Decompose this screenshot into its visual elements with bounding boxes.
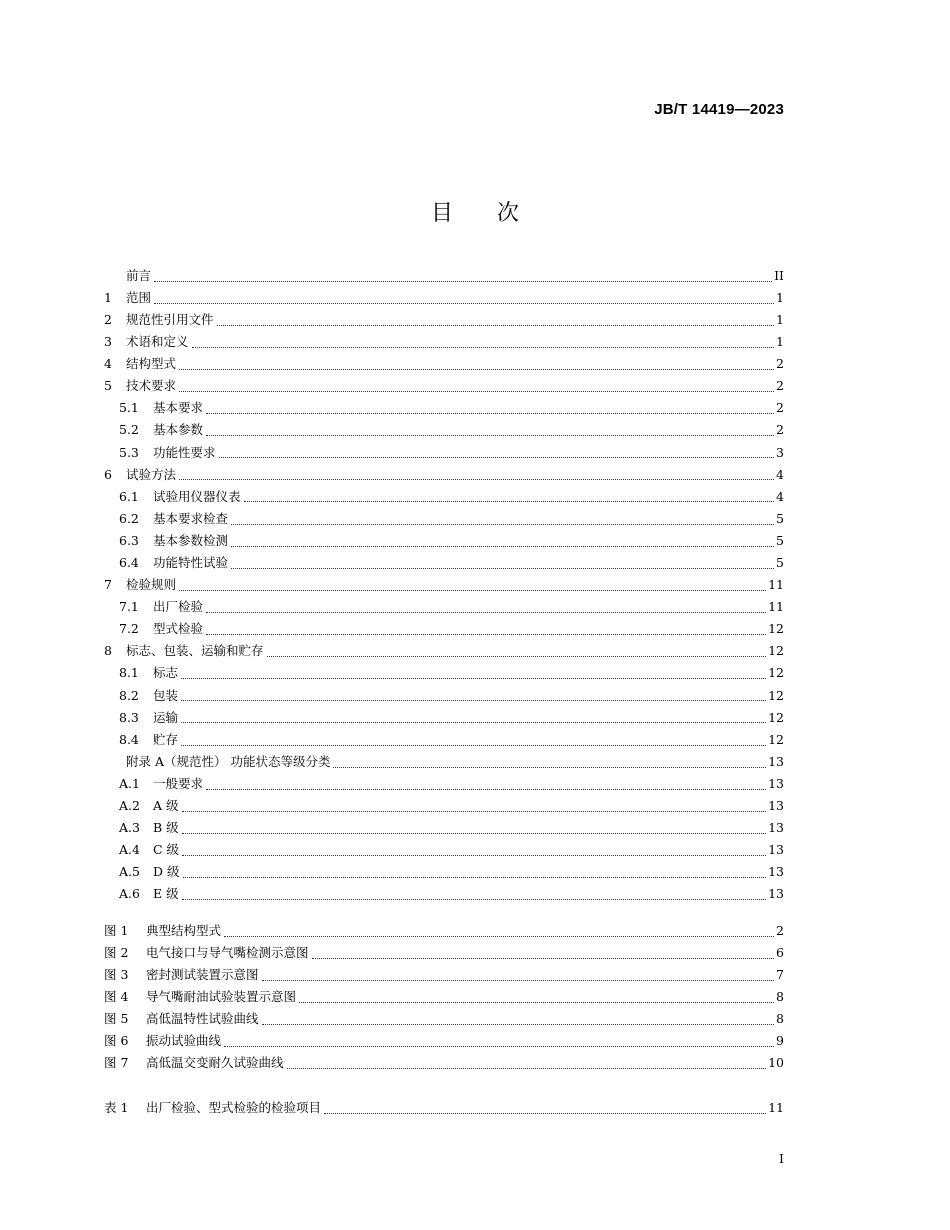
entry-page-number: 4 — [776, 466, 784, 482]
dot-leader — [244, 501, 774, 502]
dot-leader — [224, 936, 774, 937]
toc-entry[interactable] — [104, 331, 784, 353]
entry-title: 密封测试装置示意图 — [146, 966, 259, 982]
dot-leader — [154, 303, 774, 304]
entry-page-number: 1 — [776, 334, 784, 350]
entry-number: 图 3 — [104, 966, 129, 982]
entry-page-number: 2 — [776, 356, 784, 372]
entry-title: 前言 — [126, 267, 152, 283]
toc-entry[interactable] — [104, 287, 784, 309]
dot-leader — [182, 855, 766, 856]
entry-number: 8 — [104, 643, 112, 659]
figure-list — [104, 920, 784, 1075]
entry-number: 图 5 — [104, 1011, 129, 1027]
figure-entry[interactable] — [104, 1053, 784, 1075]
entry-page-number: 13 — [768, 798, 784, 814]
toc-entry[interactable] — [104, 442, 784, 464]
toc-list — [104, 265, 784, 906]
toc-entry[interactable] — [104, 707, 784, 729]
dot-leader — [224, 1046, 774, 1047]
toc-entry[interactable] — [104, 398, 784, 420]
entry-page-number: 8 — [776, 1011, 784, 1027]
entry-number: 8.4 — [119, 731, 139, 747]
entry-number: 表 1 — [104, 1099, 129, 1115]
dot-leader — [179, 369, 774, 370]
entry-title: D 级 — [153, 864, 180, 880]
figure-entry[interactable] — [104, 942, 784, 964]
dot-leader — [206, 789, 766, 790]
figure-entry[interactable] — [104, 920, 784, 942]
table-list — [104, 1097, 784, 1119]
entry-number: 7 — [104, 577, 112, 593]
entry-number: 6.3 — [119, 532, 139, 548]
entry-number: A.3 — [119, 820, 140, 836]
dot-leader — [183, 877, 767, 878]
entry-title: 标志 — [153, 665, 179, 681]
entry-page-number: 2 — [776, 422, 784, 438]
entry-title: 检验规则 — [126, 577, 177, 593]
entry-page-number: 11 — [768, 1099, 784, 1115]
entry-number: 8.3 — [119, 709, 139, 725]
table-entry[interactable] — [104, 1097, 784, 1119]
dot-leader — [287, 1068, 767, 1069]
entry-title: 基本要求检查 — [153, 510, 229, 526]
entry-number: 图 4 — [104, 989, 129, 1005]
entry-number: A.6 — [119, 886, 140, 902]
entry-number: 2 — [104, 311, 112, 327]
entry-page-number: 12 — [768, 687, 784, 703]
dot-leader — [267, 656, 767, 657]
dot-leader — [179, 391, 774, 392]
entry-title: 规范性引用文件 — [126, 311, 214, 327]
toc-entry[interactable] — [104, 685, 784, 707]
entry-page-number: 13 — [768, 753, 784, 769]
entry-number: 6.2 — [119, 510, 139, 526]
entry-page-number: 5 — [776, 532, 784, 548]
entry-number: 图 2 — [104, 944, 129, 960]
entry-title: 标志、包装、运输和贮存 — [126, 643, 264, 659]
entry-title: 术语和定义 — [126, 334, 189, 350]
toc-entry[interactable] — [104, 464, 784, 486]
toc-entry[interactable] — [104, 641, 784, 663]
entry-title: 出厂检验 — [153, 599, 204, 615]
entry-title: C 级 — [153, 842, 180, 858]
toc-entry[interactable] — [104, 751, 784, 773]
entry-title: 振动试验曲线 — [146, 1033, 222, 1049]
entry-page-number: 12 — [768, 643, 784, 659]
entry-number: 1 — [104, 289, 112, 305]
entry-number: 4 — [104, 356, 112, 372]
toc-entry[interactable] — [104, 596, 784, 618]
toc-entry[interactable] — [104, 375, 784, 397]
entry-title: B 级 — [153, 820, 179, 836]
entry-page-number: 13 — [768, 842, 784, 858]
toc-entry[interactable] — [104, 265, 784, 287]
toc-entry[interactable] — [104, 663, 784, 685]
dot-leader — [181, 722, 766, 723]
entry-number: 5.3 — [119, 444, 139, 460]
entry-number: A.4 — [119, 842, 140, 858]
entry-title: 导气嘴耐油试验装置示意图 — [146, 989, 297, 1005]
toc-entry[interactable] — [104, 530, 784, 552]
dot-leader — [231, 568, 774, 569]
entry-number: A.5 — [119, 864, 140, 880]
toc-entry[interactable] — [104, 817, 784, 839]
dot-leader — [312, 958, 774, 959]
entry-page-number: 2 — [776, 400, 784, 416]
page-number: I — [779, 1151, 784, 1166]
entry-page-number: 5 — [776, 510, 784, 526]
dot-leader — [262, 1024, 774, 1025]
dot-leader — [206, 634, 766, 635]
toc-entry[interactable] — [104, 839, 784, 861]
entry-title: 典型结构型式 — [146, 922, 222, 938]
entry-page-number: 11 — [768, 599, 784, 615]
dot-leader — [299, 1002, 774, 1003]
entry-page-number: 1 — [776, 289, 784, 305]
entry-page-number: 10 — [768, 1055, 784, 1071]
entry-page-number: 13 — [768, 775, 784, 791]
dot-leader — [181, 700, 766, 701]
entry-page-number: 8 — [776, 989, 784, 1005]
entry-number: 7.2 — [119, 621, 139, 637]
standard-code: JB/T 14419—2023 — [654, 101, 784, 118]
entry-title: 附录 A（规范性） 功能状态等级分类 — [126, 753, 331, 769]
entry-title: 范围 — [126, 289, 152, 305]
entry-page-number: 12 — [768, 621, 784, 637]
dot-leader — [217, 325, 774, 326]
entry-number: 8.2 — [119, 687, 139, 703]
toc-entry[interactable] — [104, 619, 784, 641]
dot-leader — [206, 413, 774, 414]
entry-title: 技术要求 — [126, 378, 177, 394]
entry-number: 7.1 — [119, 599, 139, 615]
entry-title: 结构型式 — [126, 356, 177, 372]
dot-leader — [206, 435, 774, 436]
title-part-1: 目 — [430, 201, 453, 226]
toc-entry[interactable] — [104, 508, 784, 530]
entry-title: 基本要求 — [153, 400, 204, 416]
entry-title: 包装 — [153, 687, 179, 703]
entry-page-number: 12 — [768, 665, 784, 681]
entry-number: 6.4 — [119, 555, 139, 571]
entry-title: 试验用仪器仪表 — [153, 488, 241, 504]
entry-title: E 级 — [153, 886, 179, 902]
dot-leader — [181, 678, 766, 679]
entry-page-number: 11 — [768, 577, 784, 593]
entry-title: 功能性要求 — [153, 444, 216, 460]
dot-leader — [182, 899, 766, 900]
entry-title: 运输 — [153, 709, 179, 725]
entry-page-number: 7 — [776, 966, 784, 982]
entry-page-number: 13 — [768, 864, 784, 880]
dot-leader — [154, 281, 772, 282]
entry-number: 5.1 — [119, 400, 139, 416]
entry-page-number: 13 — [768, 820, 784, 836]
figure-entry[interactable] — [104, 964, 784, 986]
entry-page-number: 2 — [776, 378, 784, 394]
entry-title: 高低温特性试验曲线 — [146, 1011, 259, 1027]
entry-title: 功能特性试验 — [153, 555, 229, 571]
entry-title: 基本参数 — [153, 422, 204, 438]
entry-page-number: 6 — [776, 944, 784, 960]
entry-number: 8.1 — [119, 665, 139, 681]
dot-leader — [181, 745, 766, 746]
dot-leader — [179, 590, 766, 591]
entry-number: 3 — [104, 334, 112, 350]
title-part-2: 次 — [497, 201, 520, 226]
entry-number: 5 — [104, 378, 112, 394]
toc-entry[interactable] — [104, 552, 784, 574]
entry-number: A.1 — [119, 775, 140, 791]
dot-leader — [179, 479, 774, 480]
toc-entry[interactable] — [104, 309, 784, 331]
entry-page-number: 3 — [776, 444, 784, 460]
entry-title: 电气接口与导气嘴检测示意图 — [146, 944, 309, 960]
entry-number: 5.2 — [119, 422, 139, 438]
page-title — [0, 196, 950, 227]
toc-entry[interactable] — [104, 353, 784, 375]
entry-page-number: 1 — [776, 311, 784, 327]
dot-leader — [262, 980, 774, 981]
figure-entry[interactable] — [104, 986, 784, 1008]
entry-title: 出厂检验、型式检验的检验项目 — [146, 1099, 322, 1115]
entry-page-number: 5 — [776, 555, 784, 571]
entry-title: 一般要求 — [153, 775, 204, 791]
dot-leader — [192, 347, 774, 348]
entry-number: 图 1 — [104, 922, 129, 938]
dot-leader — [182, 833, 766, 834]
entry-number: A.2 — [119, 798, 140, 814]
entry-title: A 级 — [153, 798, 179, 814]
entry-title: 试验方法 — [126, 466, 177, 482]
toc-entry[interactable] — [104, 420, 784, 442]
toc-entry[interactable] — [104, 729, 784, 751]
dot-leader — [231, 524, 774, 525]
entry-page-number: 2 — [776, 922, 784, 938]
toc-entry[interactable] — [104, 486, 784, 508]
entry-page-number: 4 — [776, 488, 784, 504]
toc-entry[interactable] — [104, 884, 784, 906]
entry-title: 高低温交变耐久试验曲线 — [146, 1055, 284, 1071]
dot-leader — [231, 546, 774, 547]
toc-entry[interactable] — [104, 574, 784, 596]
entry-page-number: 12 — [768, 709, 784, 725]
toc-entry[interactable] — [104, 862, 784, 884]
entry-number: 图 6 — [104, 1033, 129, 1049]
entry-number: 6 — [104, 466, 112, 482]
dot-leader — [324, 1113, 766, 1114]
entry-number: 图 7 — [104, 1055, 129, 1071]
entry-page-number: 9 — [776, 1033, 784, 1049]
entry-page-number: 12 — [768, 731, 784, 747]
toc-entry[interactable] — [104, 773, 784, 795]
entry-title: 型式检验 — [153, 621, 204, 637]
entry-page-number: II — [774, 267, 784, 283]
dot-leader — [333, 767, 766, 768]
toc-entry[interactable] — [104, 795, 784, 817]
dot-leader — [206, 612, 766, 613]
entry-title: 基本参数检测 — [153, 532, 229, 548]
figure-entry[interactable] — [104, 1008, 784, 1030]
figure-entry[interactable] — [104, 1030, 784, 1052]
dot-leader — [182, 811, 767, 812]
entry-page-number: 13 — [768, 886, 784, 902]
entry-title: 贮存 — [153, 731, 179, 747]
dot-leader — [219, 457, 774, 458]
entry-number: 6.1 — [119, 488, 139, 504]
